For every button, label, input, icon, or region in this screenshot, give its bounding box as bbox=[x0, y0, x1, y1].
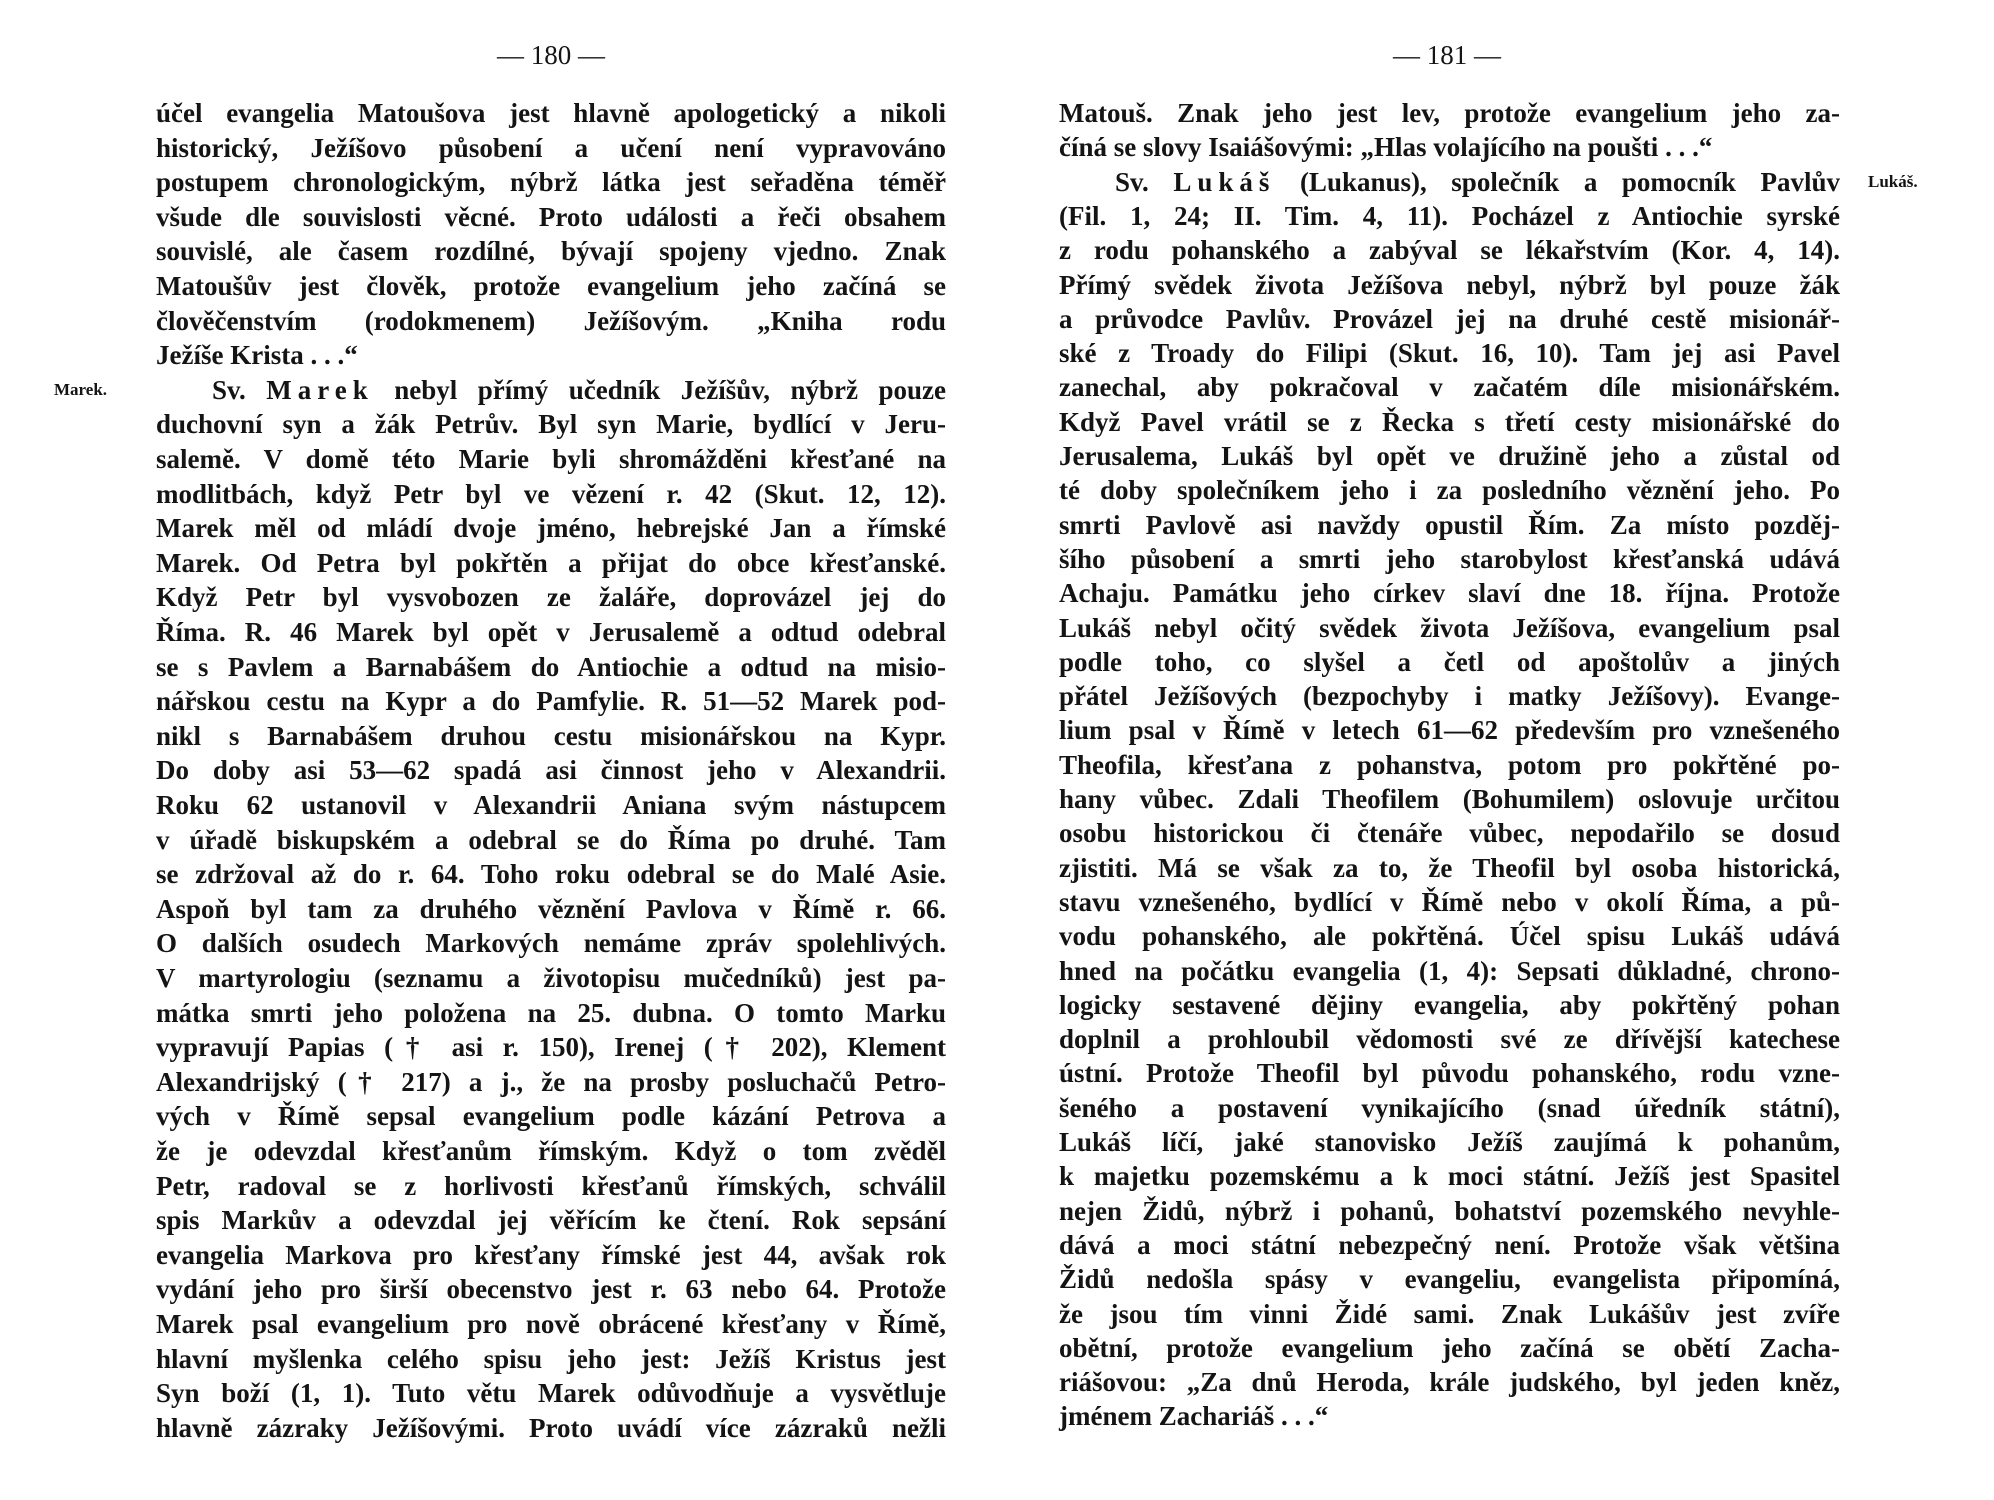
evangelist-name: Lukáš bbox=[1173, 166, 1276, 197]
text-line: hned na počátku evangelia (1, 4): Sepsati důkladné, chrono- bbox=[1059, 955, 1840, 986]
text-line: riášovou: „Za dnů Heroda, krále judského, byl jeden kněz, bbox=[1059, 1367, 1840, 1398]
text-line: a průvodce Pavlův. Provázel jej na druhé cestě misionář- bbox=[1059, 303, 1840, 334]
text-line: že jsou tím vinni Židé sami. Znak Lukášův jest zvíře bbox=[1059, 1298, 1840, 1329]
text-line: Do doby asi 53—62 spadá asi činnost jeho v Alexandrii. bbox=[156, 755, 946, 786]
text-line: Jerusalema, Lukáš byl opět ve družině jeho a zůstal od bbox=[1059, 441, 1840, 471]
text-line: podle toho, co slyšel a četl od apoštolův a jiných bbox=[1059, 646, 1840, 677]
saint-prefix: Sv. bbox=[1115, 166, 1174, 197]
page-number: — 180 — bbox=[497, 40, 605, 70]
text-line: zanechal, aby pokračoval v začatém díle misionářském. bbox=[1059, 372, 1840, 403]
saint-prefix: Sv. bbox=[212, 374, 267, 405]
evangelist-name: Marek bbox=[266, 374, 374, 405]
text-line: Petr, radoval se z horlivosti křesťanů římských, schválil bbox=[156, 1170, 946, 1201]
text-line: k majetku pozemskému a k moci státní. Ježíš jest Spasitel bbox=[1059, 1161, 1840, 1192]
text-line: Když Petr byl vysvobozen ze žaláře, doprovázel jej do bbox=[156, 582, 946, 613]
text-line: nejen Židů, nýbrž i pohanů, bohatství pozemského nevyhle- bbox=[1059, 1195, 1840, 1226]
text-line: nikl s Barnabášem druhou cestu misionářskou na Kypr. bbox=[156, 720, 946, 751]
text-line: doplnil a prohloubil vědomosti své ze dřívější katechese bbox=[1059, 1024, 1840, 1055]
text-line: všude dle souvislosti věcné. Proto události a řeči obsahem bbox=[156, 201, 946, 232]
text-line: té doby společníkem jeho i za posledního věznění jeho. Po bbox=[1059, 475, 1840, 506]
text-line: Marek. Od Petra byl pokřtěn a přijat do obce křesťanské. bbox=[156, 547, 946, 578]
text-line: že je odevzdal křesťanům římským. Když o tom zvěděl bbox=[156, 1136, 946, 1166]
text-line: ské z Troady do Filipi (Skut. 16, 10). Tam jej asi Pavel bbox=[1059, 338, 1840, 369]
text-line: Marek měl od mládí dvoje jméno, hebrejské Jan a římské bbox=[156, 513, 946, 544]
text-line: V martyrologiu (seznamu a životopisu mučedníků) jest pa- bbox=[156, 963, 946, 993]
text-line: v úřadě biskupském a odebral se do Říma po druhé. Tam bbox=[156, 824, 946, 855]
text-line: z rodu pohanského a zabýval se lékařstvím (Kor. 4, 14). bbox=[1059, 235, 1840, 266]
text-line: přátel Ježíšových (bezpochyby i matky Ježíšovy). Evange- bbox=[1059, 681, 1840, 712]
text-line: Říma. R. 46 Marek byl opět v Jerusalemě a odtud odebral bbox=[156, 617, 946, 647]
text-line: šeného a postavení vynikajícího (snad úředník státní), bbox=[1059, 1092, 1840, 1123]
text-line: vých v Římě sepsal evangelium podle kázání Petrova a bbox=[156, 1101, 946, 1132]
text-line: duchovní syn a žák Petrův. Byl syn Marie, bydlící v Jeru- bbox=[156, 409, 946, 440]
text-line bbox=[212, 373, 946, 407]
text-line: Roku 62 ustanovil v Alexandrii Aniana svým nástupcem bbox=[156, 790, 946, 820]
text-line: hany vůbec. Zdali Theofilem (Bohumilem) oslovuje určitou bbox=[1059, 784, 1840, 814]
text-line: O dalších osudech Markových nemáme zpráv spolehlivých. bbox=[156, 928, 946, 959]
text-line: modlitbách, když Petr byl ve vězení r. 42 (Skut. 12, 12). bbox=[156, 478, 946, 509]
text-line: Židů nedošla spásy v evangeliu, evangelista připomíná, bbox=[1059, 1264, 1840, 1295]
text-line: lium psal v Římě v letech 61—62 především pro vznešeného bbox=[1059, 715, 1840, 746]
line-rest: nebyl přímý učedník Ježíšův, nýbrž pouze bbox=[373, 374, 947, 405]
text-line: historický, Ježíšovo působení a učení není vypravováno bbox=[156, 132, 946, 163]
text-line: číná se slovy Isaiášovými: „Hlas volajícího na poušti . . .“ bbox=[1059, 132, 1713, 163]
text-line: dává a moci státní nebezpečný není. Protože však většina bbox=[1059, 1229, 1840, 1260]
margin-note: Marek. bbox=[54, 379, 108, 399]
text-line: člověčenstvím (rodokmenem) Ježíšovým. „Kniha rodu bbox=[156, 305, 946, 336]
text-line: mátka smrti jeho položena na 25. dubna. O tomto Marku bbox=[156, 997, 946, 1028]
text-line: Lukáš líčí, jaké stanovisko Ježíš zaujímá k pohanům, bbox=[1059, 1127, 1840, 1157]
text-line: vydání jeho pro širší obecenstvo jest r. 63 nebo 64. Protože bbox=[156, 1274, 946, 1305]
text-line: ústní. Protože Theofil byl původu pohanského, rodu vzne- bbox=[1059, 1058, 1840, 1089]
text-line: Syn boží (1, 1). Tuto větu Marek odůvodňuje a vysvětluje bbox=[156, 1378, 946, 1409]
text-line: se s Pavlem a Barnabášem do Antiochie a odtud na misio- bbox=[156, 651, 946, 682]
text-line: zjistiti. Má se však za to, že Theofil byl osoba historická, bbox=[1059, 852, 1840, 883]
text-line: Marek psal evangelium pro nově obrácené křesťany v Římě, bbox=[156, 1309, 946, 1339]
text-line: Matouš. Znak jeho jest lev, protože evangelium jeho za- bbox=[1059, 98, 1840, 128]
margin-note: Lukáš. bbox=[1868, 171, 1918, 191]
text-line: šího působení a smrti jeho starobylost křesťanská udává bbox=[1059, 543, 1840, 574]
text-line: spis Markův a odevzdal jej věřícím ke čtení. Rok sepsání bbox=[156, 1205, 946, 1236]
text-line: Aspoň byl tam za druhého věznění Pavlova v Římě r. 66. bbox=[156, 893, 946, 924]
text-line: Theofila, křesťana z pohanstva, potom pro pokřtěné po- bbox=[1059, 749, 1840, 780]
text-line bbox=[1115, 165, 1840, 199]
text-line: osobu historickou či čtenáře vůbec, nepodařilo se dosud bbox=[1059, 818, 1840, 849]
text-line: salemě. V domě této Marie byli shromážděni křesťané na bbox=[156, 444, 946, 474]
text-line: evangelia Markova pro křesťany římské jest 44, avšak rok bbox=[156, 1239, 946, 1270]
text-line: účel evangelia Matoušova jest hlavně apologetický a nikoli bbox=[156, 98, 946, 128]
text-line: logicky sestavené dějiny evangelia, aby pokřtěný pohan bbox=[1059, 989, 1840, 1020]
text-line: obětní, protože evangelium jeho začíná se obětí Zacha- bbox=[1059, 1332, 1840, 1363]
text-line: smrti Pavlově asi navždy opustil Řím. Za místo pozděj- bbox=[1059, 509, 1840, 540]
text-line: Ježíše Krista . . .“ bbox=[156, 340, 358, 371]
text-line: Achaju. Památku jeho církev slaví dne 18. října. Protože bbox=[1059, 578, 1840, 609]
text-line: nářskou cestu na Kypr a do Pamfylie. R. 51—52 Marek pod- bbox=[156, 686, 946, 717]
text-line: se zdržoval až do r. 64. Toho roku odebral se do Malé Asie. bbox=[156, 859, 946, 890]
text-line: vypravují Papias († asi r. 150), Irenej († 202), Klement bbox=[156, 1032, 946, 1063]
text-line: (Fil. 1, 24; II. Tim. 4, 11). Pocházel z Antiochie syrské bbox=[1059, 200, 1840, 231]
text-line: Přímý svědek života Ježíšova nebyl, nýbrž byl pouze žák bbox=[1059, 269, 1840, 300]
text-line: stavu vznešeného, bydlící v Římě nebo v okolí Říma, a pů- bbox=[1059, 886, 1840, 917]
page-number: — 181 — bbox=[1393, 40, 1501, 70]
text-line: jménem Zachariáš . . .“ bbox=[1059, 1401, 1329, 1432]
text-line: souvislé, ale časem rozdílné, bývají spojeny vjedno. Znak bbox=[156, 236, 946, 267]
text-line: Matoušův jest člověk, protože evangelium jeho začíná se bbox=[156, 271, 946, 301]
line-rest: (Lukanus), společník a pomocník Pavlův bbox=[1275, 166, 1840, 197]
text-line: postupem chronologickým, nýbrž látka jest seřaděna téměř bbox=[156, 167, 946, 198]
text-line: vodu pohanského, ale pokřtěná. Účel spisu Lukáš udává bbox=[1059, 921, 1840, 952]
text-line: Alexandrijský († 217) a j., že na prosby posluchačů Petro- bbox=[156, 1066, 946, 1097]
text-line: hlavní myšlenka celého spisu jeho jest: Ježíš Kristus jest bbox=[156, 1343, 946, 1374]
text-line: Lukáš nebyl očitý svědek života Ježíšova, evangelium psal bbox=[1059, 612, 1840, 643]
text-line: hlavně zázraky Ježíšovými. Proto uvádí více zázraků nežli bbox=[156, 1412, 946, 1443]
text-line: Když Pavel vrátil se z Řecka s třetí cesty misionářské do bbox=[1059, 406, 1840, 437]
